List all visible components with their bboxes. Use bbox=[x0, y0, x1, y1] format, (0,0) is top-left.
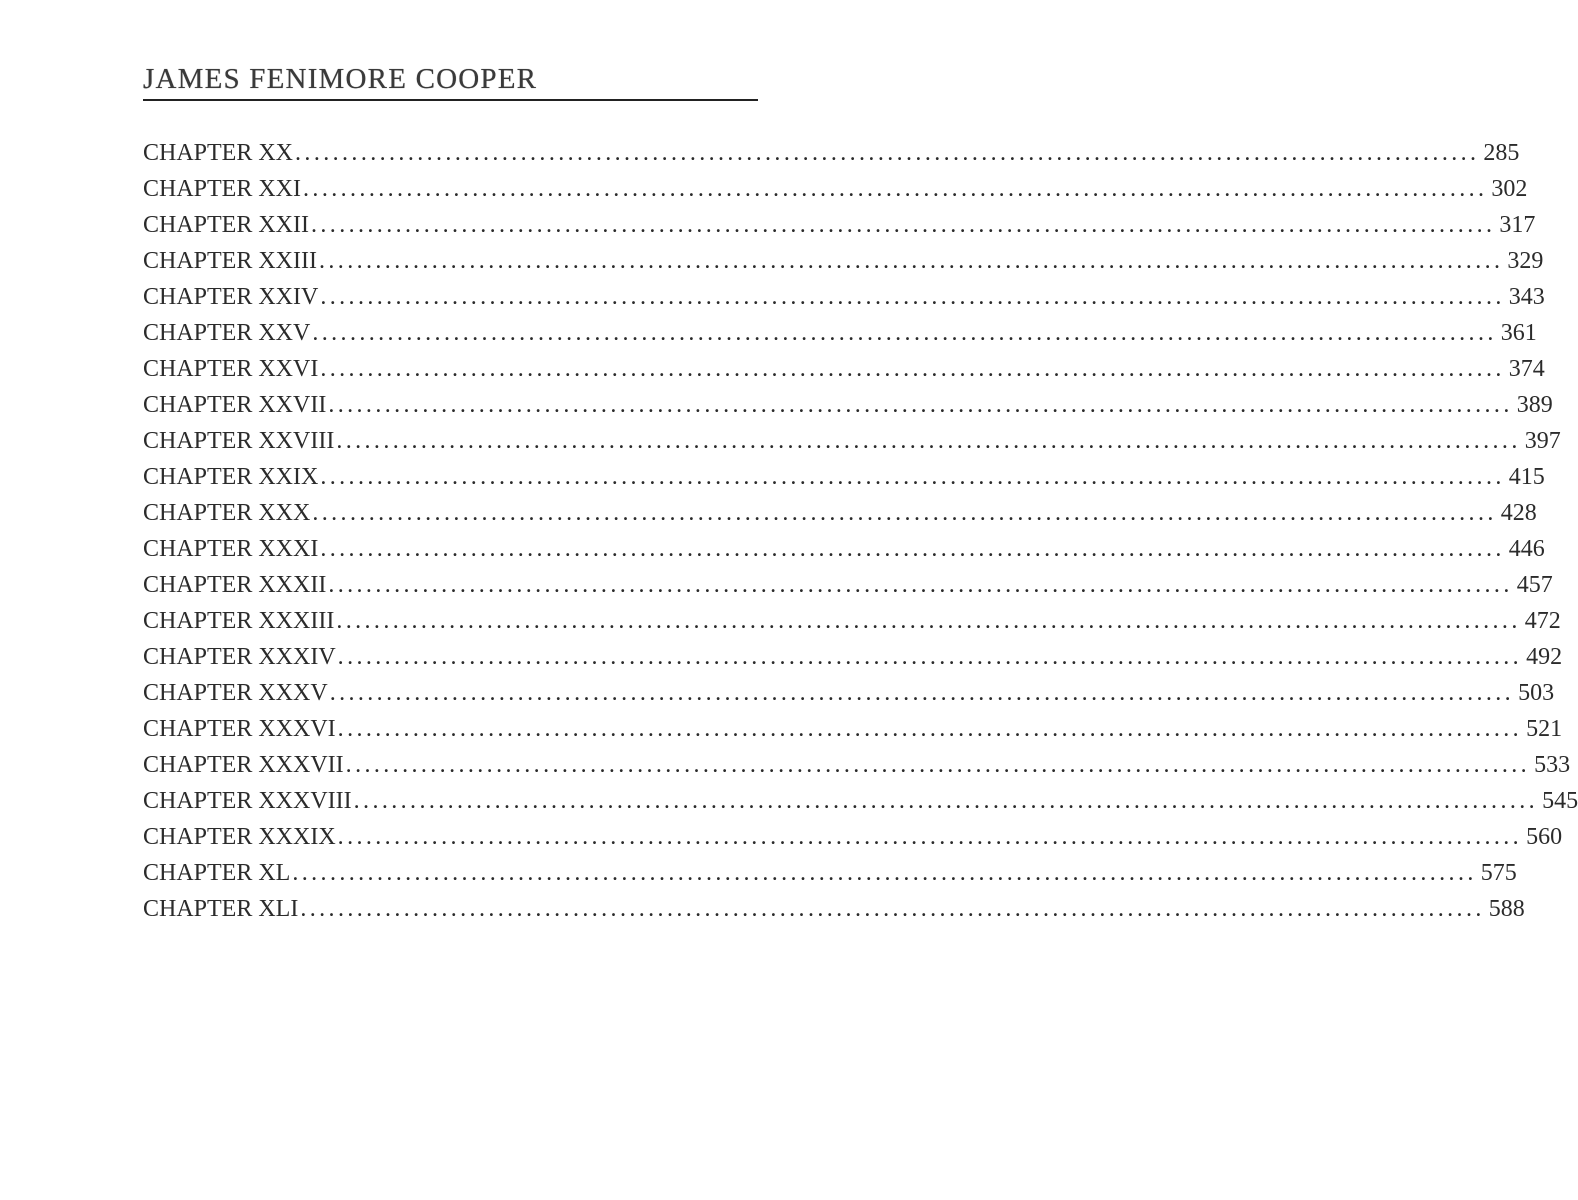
toc-dot-leader: .............................................................................................................................. bbox=[311, 212, 1496, 238]
toc-entry-title: CHAPTER XXIX bbox=[143, 464, 319, 490]
toc-entry-page-number: 472 bbox=[1524, 608, 1561, 634]
toc-entry-page-number: 457 bbox=[1516, 572, 1553, 598]
toc-entry-title: CHAPTER XXXII bbox=[143, 572, 327, 598]
toc-entry bbox=[143, 567, 1553, 603]
header-rule bbox=[143, 99, 758, 101]
toc-dot-leader: .............................................................................................................................. bbox=[337, 824, 1523, 850]
toc-entry bbox=[143, 387, 1553, 423]
toc-entry bbox=[143, 711, 1563, 747]
toc-entry-page-number: 329 bbox=[1507, 248, 1544, 274]
toc-entry-page-number: 389 bbox=[1516, 392, 1553, 418]
toc-dot-leader: .............................................................................................................................. bbox=[320, 536, 1505, 562]
toc-dot-leader: .............................................................................................................................. bbox=[312, 320, 1497, 346]
toc-entry-page-number: 374 bbox=[1508, 356, 1545, 382]
toc-entry-page-number: 428 bbox=[1500, 500, 1537, 526]
toc-entry bbox=[143, 747, 1571, 783]
toc-entry-title: CHAPTER XXXVII bbox=[143, 752, 344, 778]
toc-dot-leader: .............................................................................................................................. bbox=[320, 464, 1505, 490]
toc-dot-leader: .............................................................................................................................. bbox=[328, 572, 1513, 598]
toc-entry-title: CHAPTER XXXIX bbox=[143, 824, 336, 850]
toc-entry-title: CHAPTER XXIII bbox=[143, 248, 317, 274]
toc-entry bbox=[143, 495, 1537, 531]
toc-entry bbox=[143, 243, 1544, 279]
toc-entry-page-number: 397 bbox=[1524, 428, 1561, 454]
toc-entry bbox=[143, 207, 1536, 243]
toc-dot-leader: .............................................................................................................................. bbox=[329, 680, 1515, 706]
toc-entry-page-number: 317 bbox=[1499, 212, 1536, 238]
toc-entry-title: CHAPTER XXXVIII bbox=[143, 788, 352, 814]
toc-dot-leader: .............................................................................................................................. bbox=[303, 176, 1488, 202]
toc-entry-page-number: 560 bbox=[1526, 824, 1563, 850]
toc-entry-title: CHAPTER XXV bbox=[143, 320, 311, 346]
toc-entry-page-number: 521 bbox=[1526, 716, 1563, 742]
toc-entry bbox=[143, 171, 1528, 207]
toc-entry-title: CHAPTER XXII bbox=[143, 212, 309, 238]
toc-entry-page-number: 415 bbox=[1508, 464, 1545, 490]
toc-entry-page-number: 285 bbox=[1483, 140, 1520, 166]
toc-entry-title: CHAPTER XXXVI bbox=[143, 716, 336, 742]
toc-dot-leader: .............................................................................................................................. bbox=[336, 428, 1521, 454]
running-header bbox=[143, 62, 758, 101]
toc-entry-page-number: 446 bbox=[1508, 536, 1545, 562]
toc-entry-title: CHAPTER XXVI bbox=[143, 356, 319, 382]
toc-entry-page-number: 533 bbox=[1534, 752, 1571, 778]
toc-dot-leader: .............................................................................................................................. bbox=[337, 644, 1523, 670]
toc-dot-leader: .............................................................................................................................. bbox=[336, 608, 1521, 634]
toc-dot-leader: .............................................................................................................................. bbox=[319, 248, 1504, 274]
toc-dot-leader: .............................................................................................................................. bbox=[320, 356, 1505, 382]
running-header-title: JAMES FENIMORE COOPER bbox=[143, 63, 538, 95]
toc-dot-leader: .............................................................................................................................. bbox=[328, 392, 1513, 418]
toc-entry-page-number: 302 bbox=[1491, 176, 1528, 202]
toc-entry bbox=[143, 135, 1520, 171]
toc-entry-page-number: 545 bbox=[1542, 788, 1578, 814]
toc-entry-title: CHAPTER XXI bbox=[143, 176, 302, 202]
toc-entry bbox=[143, 351, 1545, 387]
toc-entry bbox=[143, 423, 1561, 459]
toc-entry bbox=[143, 639, 1563, 675]
toc-dot-leader: .............................................................................................................................. bbox=[353, 788, 1539, 814]
toc-entry-title: CHAPTER XX bbox=[143, 140, 294, 166]
toc-entry bbox=[143, 855, 1517, 891]
toc-entry-page-number: 343 bbox=[1508, 284, 1545, 310]
toc-entry-title: CHAPTER XLI bbox=[143, 896, 299, 922]
toc-entry-title: CHAPTER XXXI bbox=[143, 536, 319, 562]
toc-dot-leader: .............................................................................................................................. bbox=[337, 716, 1523, 742]
toc-entry-page-number: 575 bbox=[1480, 860, 1517, 886]
toc-dot-leader: .............................................................................................................................. bbox=[345, 752, 1531, 778]
toc-entry-title: CHAPTER XXVII bbox=[143, 392, 327, 418]
toc-entry-page-number: 503 bbox=[1518, 680, 1555, 706]
toc-entry bbox=[143, 603, 1561, 639]
toc-dot-leader: .............................................................................................................................. bbox=[300, 896, 1485, 922]
toc-entry-title: CHAPTER XXXV bbox=[143, 680, 328, 706]
toc-entry-title: CHAPTER XXXIV bbox=[143, 644, 336, 670]
toc-entry-title: CHAPTER XL bbox=[143, 860, 291, 886]
toc-entry bbox=[143, 315, 1537, 351]
toc-entry-title: CHAPTER XXXIII bbox=[143, 608, 335, 634]
table-of-contents bbox=[143, 135, 1578, 927]
toc-entry-title: CHAPTER XXVIII bbox=[143, 428, 335, 454]
toc-dot-leader: .............................................................................................................................. bbox=[312, 500, 1497, 526]
toc-entry-page-number: 361 bbox=[1500, 320, 1537, 346]
toc-entry-title: CHAPTER XXIV bbox=[143, 284, 319, 310]
toc-entry bbox=[143, 783, 1578, 819]
toc-entry-page-number: 588 bbox=[1488, 896, 1525, 922]
toc-dot-leader: .............................................................................................................................. bbox=[320, 284, 1505, 310]
toc-entry bbox=[143, 531, 1545, 567]
toc-dot-leader: .............................................................................................................................. bbox=[292, 860, 1477, 886]
toc-dot-leader: .............................................................................................................................. bbox=[295, 140, 1480, 166]
toc-entry-title: CHAPTER XXX bbox=[143, 500, 311, 526]
toc-entry bbox=[143, 675, 1555, 711]
toc-entry bbox=[143, 819, 1563, 855]
toc-entry bbox=[143, 891, 1525, 927]
toc-entry bbox=[143, 279, 1545, 315]
toc-entry bbox=[143, 459, 1545, 495]
toc-entry-page-number: 492 bbox=[1526, 644, 1563, 670]
